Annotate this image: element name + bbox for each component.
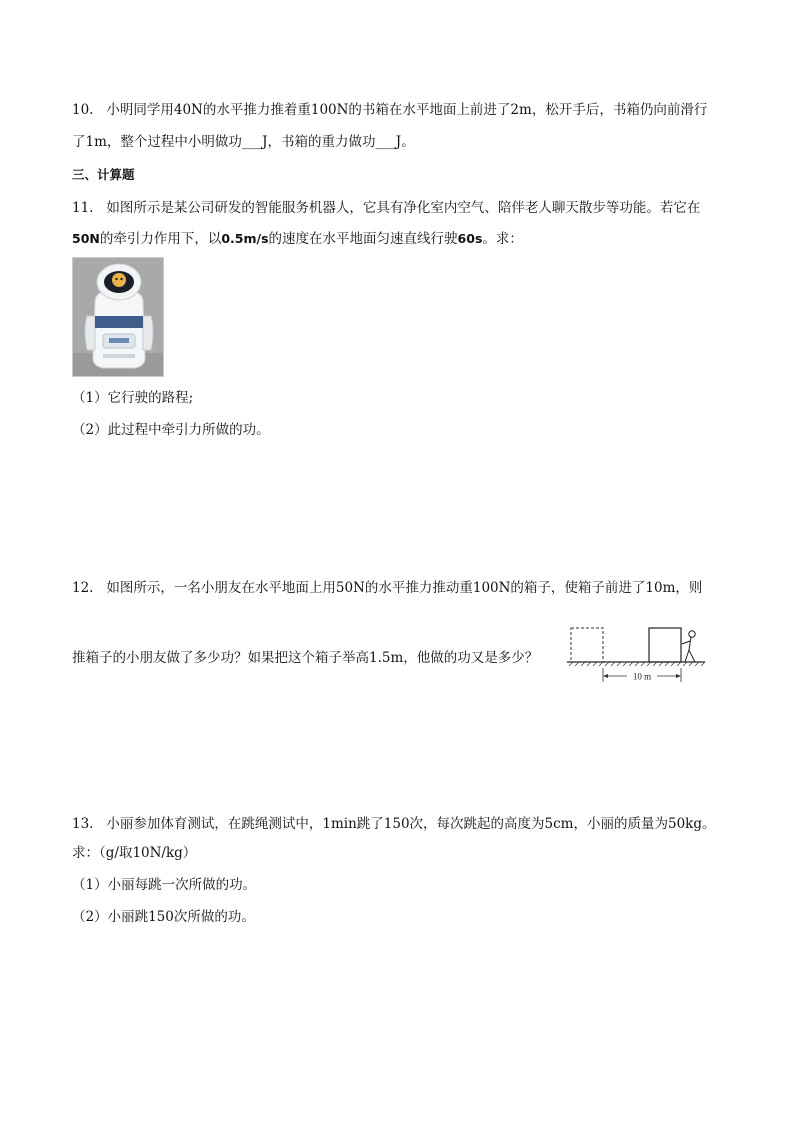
robot-photo: [72, 257, 164, 377]
question-11-sub-1: （1）它行驶的路程;: [72, 390, 194, 406]
time-value: 60s: [457, 231, 483, 246]
question-11-text-f: 。求：: [482, 231, 523, 247]
robot-illustration: [73, 258, 163, 376]
question-11-text: 如图所示是某公司研发的智能服务机器人，它具有净化室内空气、陪伴老人聊天散步等功能。若它在: [106, 200, 701, 216]
question-13-text: 小丽参加体育测试，在跳绳测试中，1min跳了150次，每次跳起的高度为5cm，小丽的质量为50kg。: [106, 816, 716, 832]
question-12-text: 如图所示，一名小朋友在水平地面上用50N的水平推力推动重100N的箱子，使箱子前进了10m，则: [106, 580, 703, 596]
question-13-sub-1: （1）小丽每跳一次所做的功。: [72, 877, 257, 893]
question-11-line-1: [72, 199, 700, 217]
question-11-sub-2: （2）此过程中牵引力所做的功。: [72, 422, 270, 438]
question-11-line-2: [72, 230, 523, 248]
question-11-number: 11.: [72, 200, 94, 216]
question-13-line-2: 求：（g/取10N/kg）: [72, 845, 197, 861]
question-10-text: 小明同学用40N的水平推力推着重100N的书箱在水平地面上前进了2m，松开手后，书箱仍向前滑行: [106, 102, 708, 118]
question-13-line-1: [72, 815, 715, 833]
question-12-number: 12.: [72, 580, 94, 596]
question-10-line-1: [72, 101, 707, 119]
question-11-text-b: 的牵引力作用下，以: [99, 231, 222, 247]
push-box-figure: [565, 624, 707, 686]
question-12-line-1: [72, 579, 702, 597]
question-12-line-2: 推箱子的小朋友做了多少功？如果把这个箱子举高1.5m，他做的功又是多少？: [72, 650, 539, 666]
question-13-number: 13.: [72, 816, 94, 832]
distance-label: 10 m: [632, 671, 652, 682]
question-11-text-d: 的速度在水平地面匀速直线行驶: [268, 231, 458, 247]
force-value: 50N: [72, 231, 100, 246]
speed-value: 0.5m/s: [221, 231, 269, 246]
question-10-number: 10.: [72, 102, 94, 118]
question-10-line-2: 了1m，整个过程中小明做功___J，书箱的重力做功___J。: [72, 134, 415, 150]
question-13-sub-2: （2）小丽跳150次所做的功。: [72, 909, 255, 925]
section-title: 三、计算题: [72, 167, 135, 182]
push-box-diagram: [565, 624, 707, 686]
